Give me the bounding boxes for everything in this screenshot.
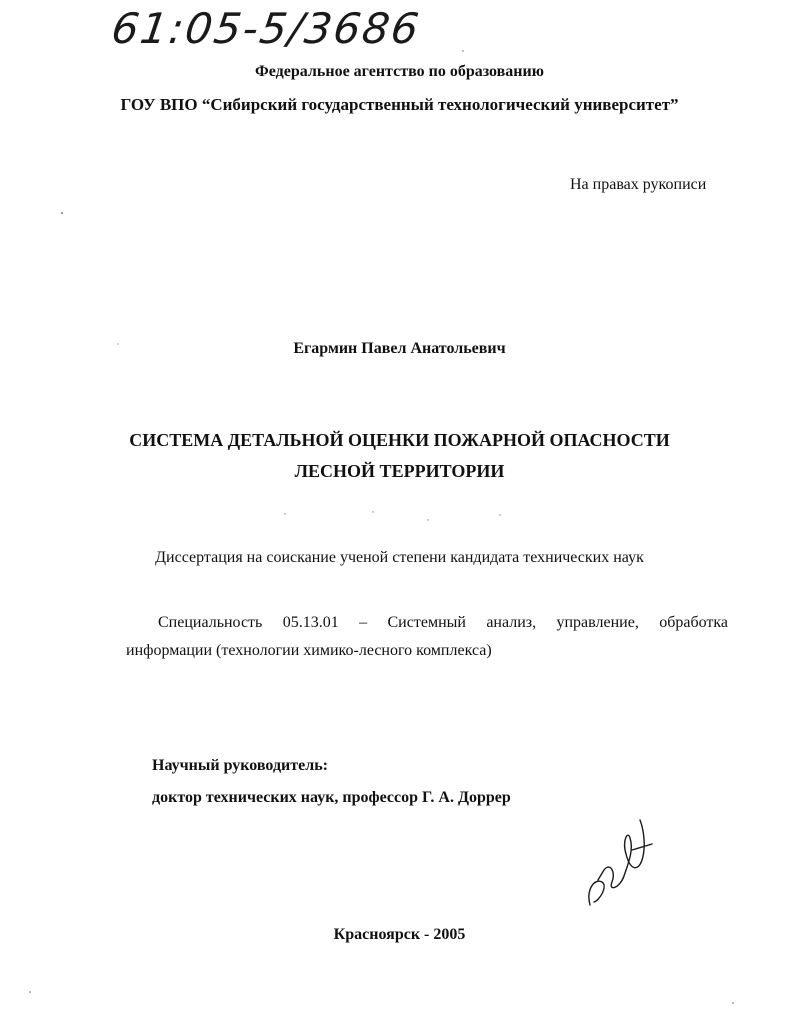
dissertation-note: Диссертация на соискание ученой степени кандидата технических наук	[155, 549, 644, 566]
author-name: Егармин Павел Анатольевич	[293, 340, 506, 357]
university-name: ГОУ ВПО “Сибирский государственный технологический университет”	[120, 95, 679, 114]
handwritten-signature	[580, 810, 660, 920]
specialty-line-1: Специальность 05.13.01 – Системный анализ, управление, обработка	[158, 614, 728, 631]
supervisor-label: Научный руководитель:	[152, 757, 328, 774]
rights-note: На правах рукописи	[570, 176, 707, 193]
supervisor-name: доктор технических наук, профессор Г. А. Доррер	[152, 789, 511, 806]
title-line-2: ЛЕСНОЙ ТЕРРИТОРИИ	[294, 461, 505, 481]
agency-name: Федеральное агентство по образованию	[255, 63, 544, 80]
catalog-number: 61:05-5/3686	[108, 4, 424, 53]
title-line-1: СИСТЕМА ДЕТАЛЬНОЙ ОЦЕНКИ ПОЖАРНОЙ ОПАСНОСТИ	[129, 430, 670, 450]
specialty-paragraph	[126, 609, 728, 665]
specialty-line-2: информации (технологии химико-лесного комплекса)	[126, 642, 492, 659]
city-year: Красноярск - 2005	[333, 926, 466, 943]
